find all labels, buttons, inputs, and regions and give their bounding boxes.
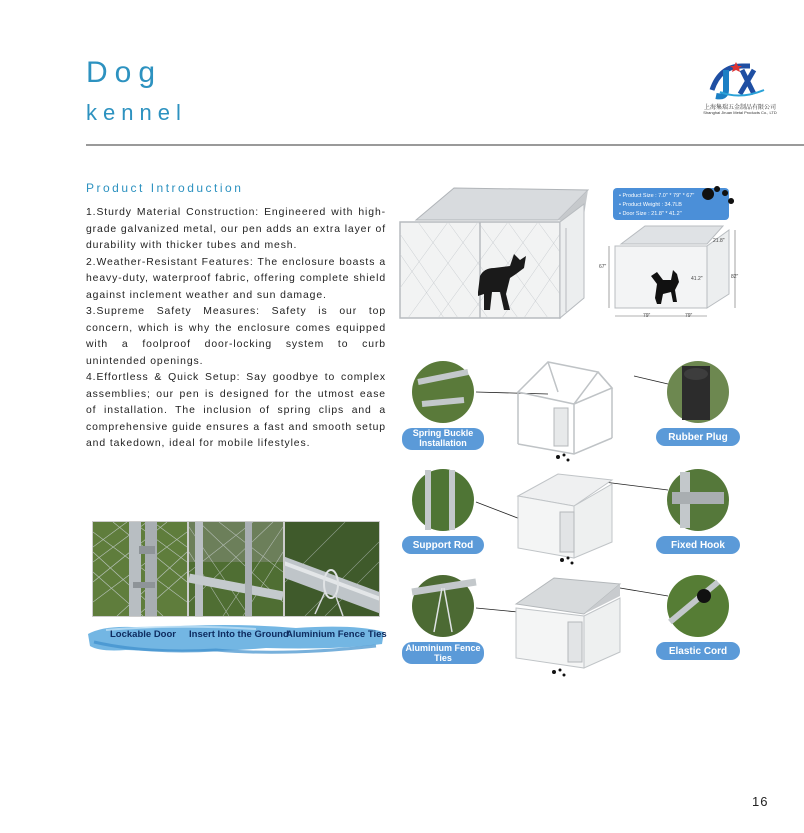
spec-product-weight: • Product Weight : 34.7LB: [619, 202, 682, 208]
photo-insert-into-ground: [188, 521, 284, 617]
header-divider: [86, 144, 804, 146]
caption-banner: [86, 620, 386, 658]
kennel-with-dog-image: [398, 184, 607, 320]
callout-support-rod: Support Rod: [412, 540, 474, 551]
spec-box: [619, 192, 694, 219]
spec-door-size: • Door Size : 21.8" * 41.2": [619, 211, 682, 217]
callout-fixed-hook: Fixed Hook: [671, 540, 725, 551]
photo-lockable-door: [92, 521, 188, 617]
dim-length: 79": [643, 313, 651, 319]
photo-aluminium-fence-ties: [284, 521, 380, 617]
kennel-dimensions-image: [599, 186, 743, 326]
dim-width: 79": [685, 313, 693, 319]
callout-elastic-cord: Elastic Cord: [668, 646, 728, 657]
title-line-2: kennel: [86, 100, 187, 125]
company-logo: [690, 60, 790, 118]
product-description: [86, 205, 386, 453]
dim-total-height: 82": [731, 274, 739, 280]
caption-insert-into-ground: Insert Into the Ground: [189, 629, 289, 640]
paragraph-3: 3.Supreme Safety Measures: Safety is our top concern, which is why the enclosure comes equipped with a foolproof door-locking system to curb unintended openings.: [86, 306, 386, 367]
paragraph-2: 2.Weather-Resistant Features: The enclosure boasts a heavy-duty, waterproof fabric, offering complete shield against inclement weather and sun damage.: [86, 256, 386, 301]
dim-door-height: 41.2": [691, 276, 703, 282]
logo-text-cn: 上海集瑞五金制品有限公司: [703, 105, 776, 111]
paragraph-4: 4.Effortless & Quick Setup: Say goodbye to complex assemblies; our pen is designed for the utmost ease of installation. The inclusion of spring clips and a comprehensive guide ensures a fast and smooth setup and takedown, ideal for mobile lifestyles.: [86, 372, 386, 449]
callout-aluminium-fence-ties: Aluminium Fence Ties: [405, 643, 481, 663]
dim-door-width: 21.8": [713, 238, 725, 244]
dim-wall-height: 67": [599, 264, 607, 270]
callout-rubber-plug: Rubber Plug: [668, 432, 728, 443]
spec-product-size: • Product Size : 7.0" * 79" * 67": [619, 193, 695, 199]
caption-lockable-door: Lockable Door: [110, 629, 176, 640]
assembly-diagram: [398, 352, 804, 684]
logo-text-en: Shanghai Jiruan Metal Products Co., LTD: [703, 110, 777, 115]
paragraph-1: 1.Sturdy Material Construction: Engineered with high-grade galvanized metal, our pen adds an extra layer of durability with thicker tubes and mesh.: [86, 207, 386, 251]
page-number: 16: [752, 794, 769, 809]
title-line-1: Dog: [86, 56, 163, 89]
logo-mark-icon: [690, 60, 790, 102]
section-title: Product Introduction: [86, 181, 244, 195]
caption-aluminium-fence-ties: Aluminium Fence Ties: [286, 629, 387, 640]
callout-spring-buckle: Spring Buckle Installation: [412, 428, 474, 448]
